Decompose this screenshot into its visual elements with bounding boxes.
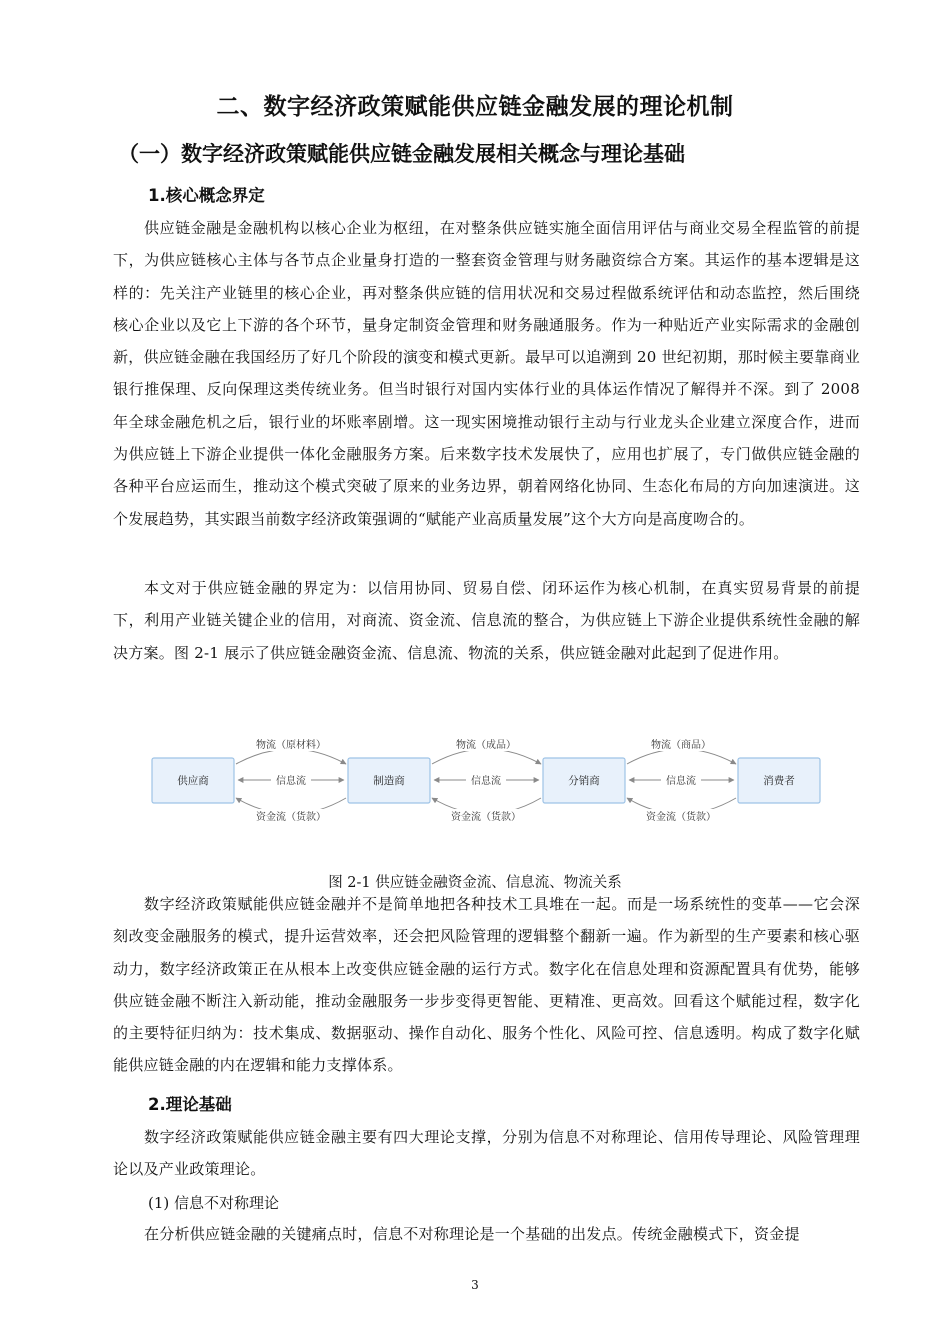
node-consumer	[738, 758, 820, 803]
node-label: 消费者	[763, 775, 795, 787]
capital-label: 资金流（货款）	[256, 812, 326, 823]
logistics-label: 物流（成品）	[456, 740, 516, 751]
logistics-arrow	[627, 749, 736, 764]
info-label: 信息流	[666, 776, 696, 787]
node-label: 分销商	[568, 775, 600, 787]
node-supplier	[152, 758, 234, 803]
subsection-title-concepts: 1.核心概念界定	[148, 186, 265, 205]
node-label: 供应商	[177, 775, 209, 787]
chapter-heading: 二、数字经济政策赋能供应链金融发展的理论机制	[216, 94, 734, 120]
node-distributor	[543, 758, 625, 803]
capital-label: 资金流（货款）	[646, 812, 716, 823]
paragraph-definition: 供应链金融是金融机构以核心企业为枢纽，在对整条供应链实施全面信用评估与商业交易全程监管的前提下，为供应链核心主体与各节点企业量身打造的一整套资金管理与财务融资综合方案。其运作的基本逻辑是这样的：先关注产业链里的核心企业，再对整条供应链的信用状况和交易过程做系统评估和动态监控，然后围绕核心企业以及它上下游的各个环节，量身定制资金管理和财务融通服务。作为一种贴近产业实际需求的金融创新，供应链金融在我国经历了好几个阶段的演变和模式更新。最早可以追溯到 20 世纪初期，那时候主要靠商业银行推保理、反向保理这类传统业务。但当时银行对国内实体行业的具体运作情况了解得并不深。到了 2008 年全球金融危机之后，银行业的坏账率剧增。这一现实困境推动银行主动与行业龙头企业建立深度合作，进而为供应链上下游企业提供一体化金融服务方案。后来数字技术发展快了，应用也扩展了，专门做供应链金融的各种平台应运而生，推动这个模式突破了原来的业务边界，朝着网络化协同、生态化布局的方向加速演进。这个发展趋势，其实跟当前数字经济政策强调的“赋能产业高质量发展”这个大方向是高度吻合的。	[113, 219, 860, 528]
paragraph-theory-overview: 数字经济政策赋能供应链金融主要有四大理论支撑，分别为信息不对称理论、信用传导理论、风险管理理论以及产业政策理论。	[113, 1128, 860, 1179]
node-label: 制造商	[373, 775, 405, 787]
flow-segment-2	[432, 737, 541, 823]
flow-segment-1	[236, 737, 346, 823]
paragraph-information-asymmetry: 在分析供应链金融的关键痛点时，信息不对称理论是一个基础的出发点。传统金融模式下，资金提	[144, 1225, 800, 1243]
info-label: 信息流	[276, 776, 306, 787]
capital-label: 资金流（货款）	[451, 812, 521, 823]
subsection-title-theory: 2.理论基础	[148, 1095, 232, 1114]
logistics-arrow	[432, 749, 541, 764]
flow-segment-3	[627, 737, 736, 823]
logistics-label: 物流（商品）	[651, 740, 711, 751]
logistics-label: 物流（原材料）	[256, 740, 326, 751]
section-heading: （一）数字经济政策赋能供应链金融发展相关概念与理论基础	[118, 142, 685, 166]
node-manufacturer	[348, 758, 430, 803]
page-number: 3	[471, 1278, 479, 1292]
theory-item-information-asymmetry: (1) 信息不对称理论	[148, 1194, 280, 1212]
logistics-arrow	[236, 749, 346, 764]
supply-chain-flow-diagram	[140, 726, 860, 846]
info-label: 信息流	[471, 776, 501, 787]
figure-caption: 图 2-1 供应链金融资金流、信息流、物流关系	[328, 875, 622, 891]
paragraph-scope: 本文对于供应链金融的界定为：以信用协同、贸易自偿、闭环运作为核心机制，在真实贸易背景的前提下，利用产业链关键企业的信用，对商流、资金流、信息流的整合，为供应链上下游企业提供系统性金融的解决方案。图 2-1 展示了供应链金融资金流、信息流、物流的关系，供应链金融对此起到了促进作用。	[113, 579, 860, 662]
paragraph-empowerment: 数字经济政策赋能供应链金融并不是简单地把各种技术工具堆在一起。而是一场系统性的变革——它会深刻改变金融服务的模式，提升运营效率，还会把风险管理的逻辑整个翻新一遍。作为新型的生产要素和核心驱动力，数字经济政策正在从根本上改变供应链金融的运行方式。数字化在信息处理和资源配置具有优势，能够供应链金融不断注入新动能，推动金融服务一步步变得更智能、更精准、更高效。回看这个赋能过程，数字化的主要特征归纳为：技术集成、数据驱动、操作自动化、服务个性化、风险可控、信息透明。构成了数字化赋能供应链金融的内在逻辑和能力支撑体系。	[113, 895, 860, 1075]
